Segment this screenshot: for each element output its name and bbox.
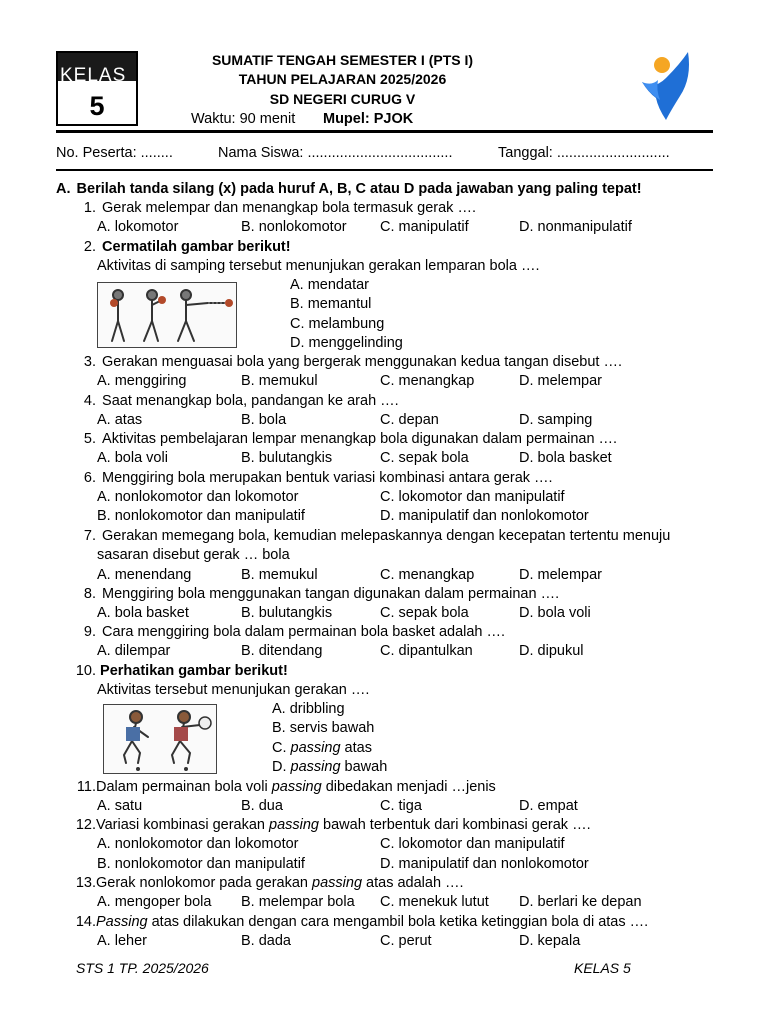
nama-siswa-field[interactable]: Nama Siswa: .................................... <box>218 145 453 161</box>
question-number: 5. <box>83 431 96 447</box>
question-14 <box>56 913 648 932</box>
option-a[interactable]: A. nonlokomotor dan lokomotor <box>97 489 299 505</box>
question-text: Saat menangkap bola, pandangan ke arah …. <box>102 393 399 409</box>
option-b[interactable]: B. ditendang <box>241 643 323 659</box>
question-6 <box>56 469 553 488</box>
question-text: Gerak nonlokomor pada gerakan <box>96 875 313 891</box>
question-text: Menggiring bola merupakan bentuk variasi kombinasi antara gerak …. <box>102 470 553 486</box>
option-a[interactable]: A. menggiring <box>97 373 187 389</box>
exam-subject: Mupel: PJOK <box>323 111 414 127</box>
italic-term: passing <box>312 875 363 891</box>
option-d[interactable]: D. kepala <box>519 933 581 949</box>
question-text-rest: atas dilakukan dengan cara mengambil bola ketika ketinggian bola di atas …. <box>147 914 649 930</box>
option-c[interactable]: C. lokomotor dan manipulatif <box>380 836 565 852</box>
school-name: SD NEGERI CURUG V <box>269 91 416 107</box>
question-number: 7. <box>83 528 96 544</box>
no-peserta-field[interactable]: No. Peserta: ........ <box>56 145 173 161</box>
option-c[interactable]: C. menangkap <box>380 373 475 389</box>
option-d[interactable]: D. menggelinding <box>290 335 403 351</box>
option-rest: bawah <box>340 759 388 775</box>
option-d[interactable]: D. bola basket <box>519 450 612 466</box>
option-d[interactable]: D. melempar <box>519 373 602 389</box>
question-subtext: Aktivitas tersebut menunjukan gerakan …. <box>97 682 370 698</box>
option-b[interactable]: B. servis bawah <box>272 720 375 736</box>
option-c[interactable] <box>272 739 372 758</box>
option-b[interactable]: B. memukul <box>241 567 318 583</box>
question-5 <box>56 430 617 449</box>
question-13 <box>56 874 464 893</box>
question-12 <box>56 816 591 835</box>
option-d[interactable]: D. empat <box>519 798 578 814</box>
option-c[interactable]: C. manipulatif <box>380 219 469 235</box>
tanggal-field[interactable]: Tanggal: ............................ <box>498 145 670 161</box>
option-b[interactable]: B. dua <box>241 798 283 814</box>
question-number: 13. <box>75 875 96 891</box>
italic-term: Passing <box>96 914 148 930</box>
question-number: 6. <box>83 470 96 486</box>
exam-duration: Waktu: 90 menit <box>191 111 296 127</box>
question-number: 12. <box>75 817 96 833</box>
kelas-label: KELAS <box>60 65 127 81</box>
option-b[interactable]: B. memukul <box>241 373 318 389</box>
option-c[interactable]: C. dipantulkan <box>380 643 473 659</box>
exam-title: SUMATIF TENGAH SEMESTER I (PTS I) <box>211 52 474 68</box>
option-letter: D. <box>272 759 291 775</box>
option-a[interactable]: A. dribbling <box>272 701 345 717</box>
option-a[interactable]: A. mengoper bola <box>97 894 212 910</box>
question-number: 1. <box>83 200 96 216</box>
section-instruction-text: Berilah tanda silang (x) pada huruf A, B, C atau D pada jawaban yang paling tepat! <box>76 181 642 197</box>
option-c[interactable]: C. sepak bola <box>380 605 469 621</box>
question-number: 2. <box>83 239 96 255</box>
question-number: 3. <box>83 354 96 370</box>
question-text: Gerak melempar dan menangkap bola termasuk gerak …. <box>102 200 476 216</box>
question-1 <box>56 199 476 218</box>
option-a[interactable]: A. leher <box>97 933 147 949</box>
question-text-rest: bawah terbentuk dari kombinasi gerak …. <box>319 817 591 833</box>
question-text-rest: dibedakan menjadi …jenis <box>321 779 496 795</box>
option-d[interactable]: D. nonmanipulatif <box>519 219 632 235</box>
option-c[interactable]: C. menangkap <box>380 567 475 583</box>
option-a[interactable]: A. lokomotor <box>97 219 179 235</box>
question-text: Menggiring bola menggunakan tangan digunakan dalam permainan …. <box>102 586 560 602</box>
option-c[interactable]: C. tiga <box>380 798 422 814</box>
option-a[interactable]: A. bola basket <box>97 605 189 621</box>
question-text: Gerakan menguasai bola yang bergerak menggunakan kedua tangan disebut …. <box>102 354 622 370</box>
question-text-continued: sasaran disebut gerak … bola <box>97 547 290 563</box>
italic-term: passing <box>271 779 322 795</box>
question-8 <box>56 585 559 604</box>
option-d[interactable]: D. manipulatif dan nonlokomotor <box>380 508 589 524</box>
option-b[interactable]: B. bulutangkis <box>241 605 333 621</box>
question-2 <box>56 238 291 257</box>
option-b[interactable]: B. bola <box>241 412 287 428</box>
italic-term: passing <box>290 740 341 756</box>
option-a[interactable]: A. bola voli <box>97 450 168 466</box>
question-text: Cara menggiring bola dalam permainan bola basket adalah …. <box>102 624 506 640</box>
passing-figure-image <box>103 704 217 774</box>
option-b[interactable]: B. melempar bola <box>241 894 355 910</box>
question-number: 4. <box>83 393 96 409</box>
option-c[interactable]: C. melambung <box>290 316 385 332</box>
option-a[interactable]: A. satu <box>97 798 143 814</box>
question-text: Cermatilah gambar berikut! <box>102 239 291 255</box>
option-b[interactable]: B. bulutangkis <box>241 450 333 466</box>
option-d[interactable] <box>272 758 387 777</box>
throwing-figure-image <box>97 282 237 348</box>
option-a[interactable]: A. menendang <box>97 567 192 583</box>
kelas-label-band <box>58 53 136 81</box>
option-d[interactable]: D. manipulatif dan nonlokomotor <box>380 856 589 872</box>
option-d[interactable]: D. berlari ke depan <box>519 894 642 910</box>
kelas-number: 5 <box>89 91 105 121</box>
option-c[interactable]: C. depan <box>380 412 439 428</box>
option-b[interactable]: B. nonlokomotor <box>241 219 347 235</box>
school-logo-icon <box>636 50 696 122</box>
italic-term: passing <box>269 817 319 833</box>
school-year: TAHUN PELAJARAN 2025/2026 <box>238 71 447 87</box>
question-number: 11. <box>76 779 96 795</box>
option-b[interactable]: B. dada <box>241 933 291 949</box>
option-d[interactable]: D. bola voli <box>519 605 591 621</box>
question-11 <box>56 778 496 797</box>
section-instruction <box>56 180 642 199</box>
header-divider <box>56 130 713 133</box>
section-letter: A. <box>56 181 71 197</box>
question-number: 8. <box>83 586 96 602</box>
question-subtext: Aktivitas di samping tersebut menunjukan gerakan lemparan bola …. <box>97 258 540 274</box>
option-d[interactable]: D. melempar <box>519 567 602 583</box>
question-4 <box>56 392 399 411</box>
question-3 <box>56 353 622 372</box>
question-text: Perhatikan gambar berikut! <box>100 663 288 679</box>
question-number: 10. <box>75 663 96 679</box>
option-d[interactable]: D. dipukul <box>519 643 584 659</box>
option-a[interactable]: A. atas <box>97 412 143 428</box>
option-c[interactable]: C. lokomotor dan manipulatif <box>380 489 565 505</box>
italic-term: passing <box>290 759 341 775</box>
question-text: Dalam permainan bola voli <box>96 779 272 795</box>
option-a[interactable]: A. dilempar <box>97 643 171 659</box>
question-number: 14. <box>75 914 96 930</box>
kelas-box <box>56 51 138 126</box>
option-letter: C. <box>272 740 291 756</box>
question-text-rest: atas adalah …. <box>362 875 464 891</box>
option-c[interactable]: C. menekuk lutut <box>380 894 489 910</box>
option-c[interactable]: C. perut <box>380 933 432 949</box>
question-text: Gerakan memegang bola, kemudian melepaskannya dengan kecepatan tertentu menuju <box>102 528 671 544</box>
identity-divider <box>56 169 713 171</box>
question-9 <box>56 623 505 642</box>
question-text: Aktivitas pembelajaran lempar menangkap bola digunakan dalam permainan …. <box>102 431 618 447</box>
question-text: Variasi kombinasi gerakan <box>96 817 270 833</box>
option-b[interactable]: B. memantul <box>290 296 372 312</box>
option-a[interactable]: A. nonlokomotor dan lokomotor <box>97 836 299 852</box>
footer-right: KELAS 5 <box>574 960 631 976</box>
option-c[interactable]: C. sepak bola <box>380 450 469 466</box>
footer-left: STS 1 TP. 2025/2026 <box>76 960 209 976</box>
question-7 <box>56 527 670 546</box>
option-a[interactable]: A. mendatar <box>290 277 369 293</box>
option-rest: atas <box>340 740 372 756</box>
question-10 <box>56 662 288 681</box>
option-b[interactable]: B. nonlokomotor dan manipulatif <box>97 856 305 872</box>
option-d[interactable]: D. samping <box>519 412 593 428</box>
question-number: 9. <box>83 624 96 640</box>
option-b[interactable]: B. nonlokomotor dan manipulatif <box>97 508 305 524</box>
